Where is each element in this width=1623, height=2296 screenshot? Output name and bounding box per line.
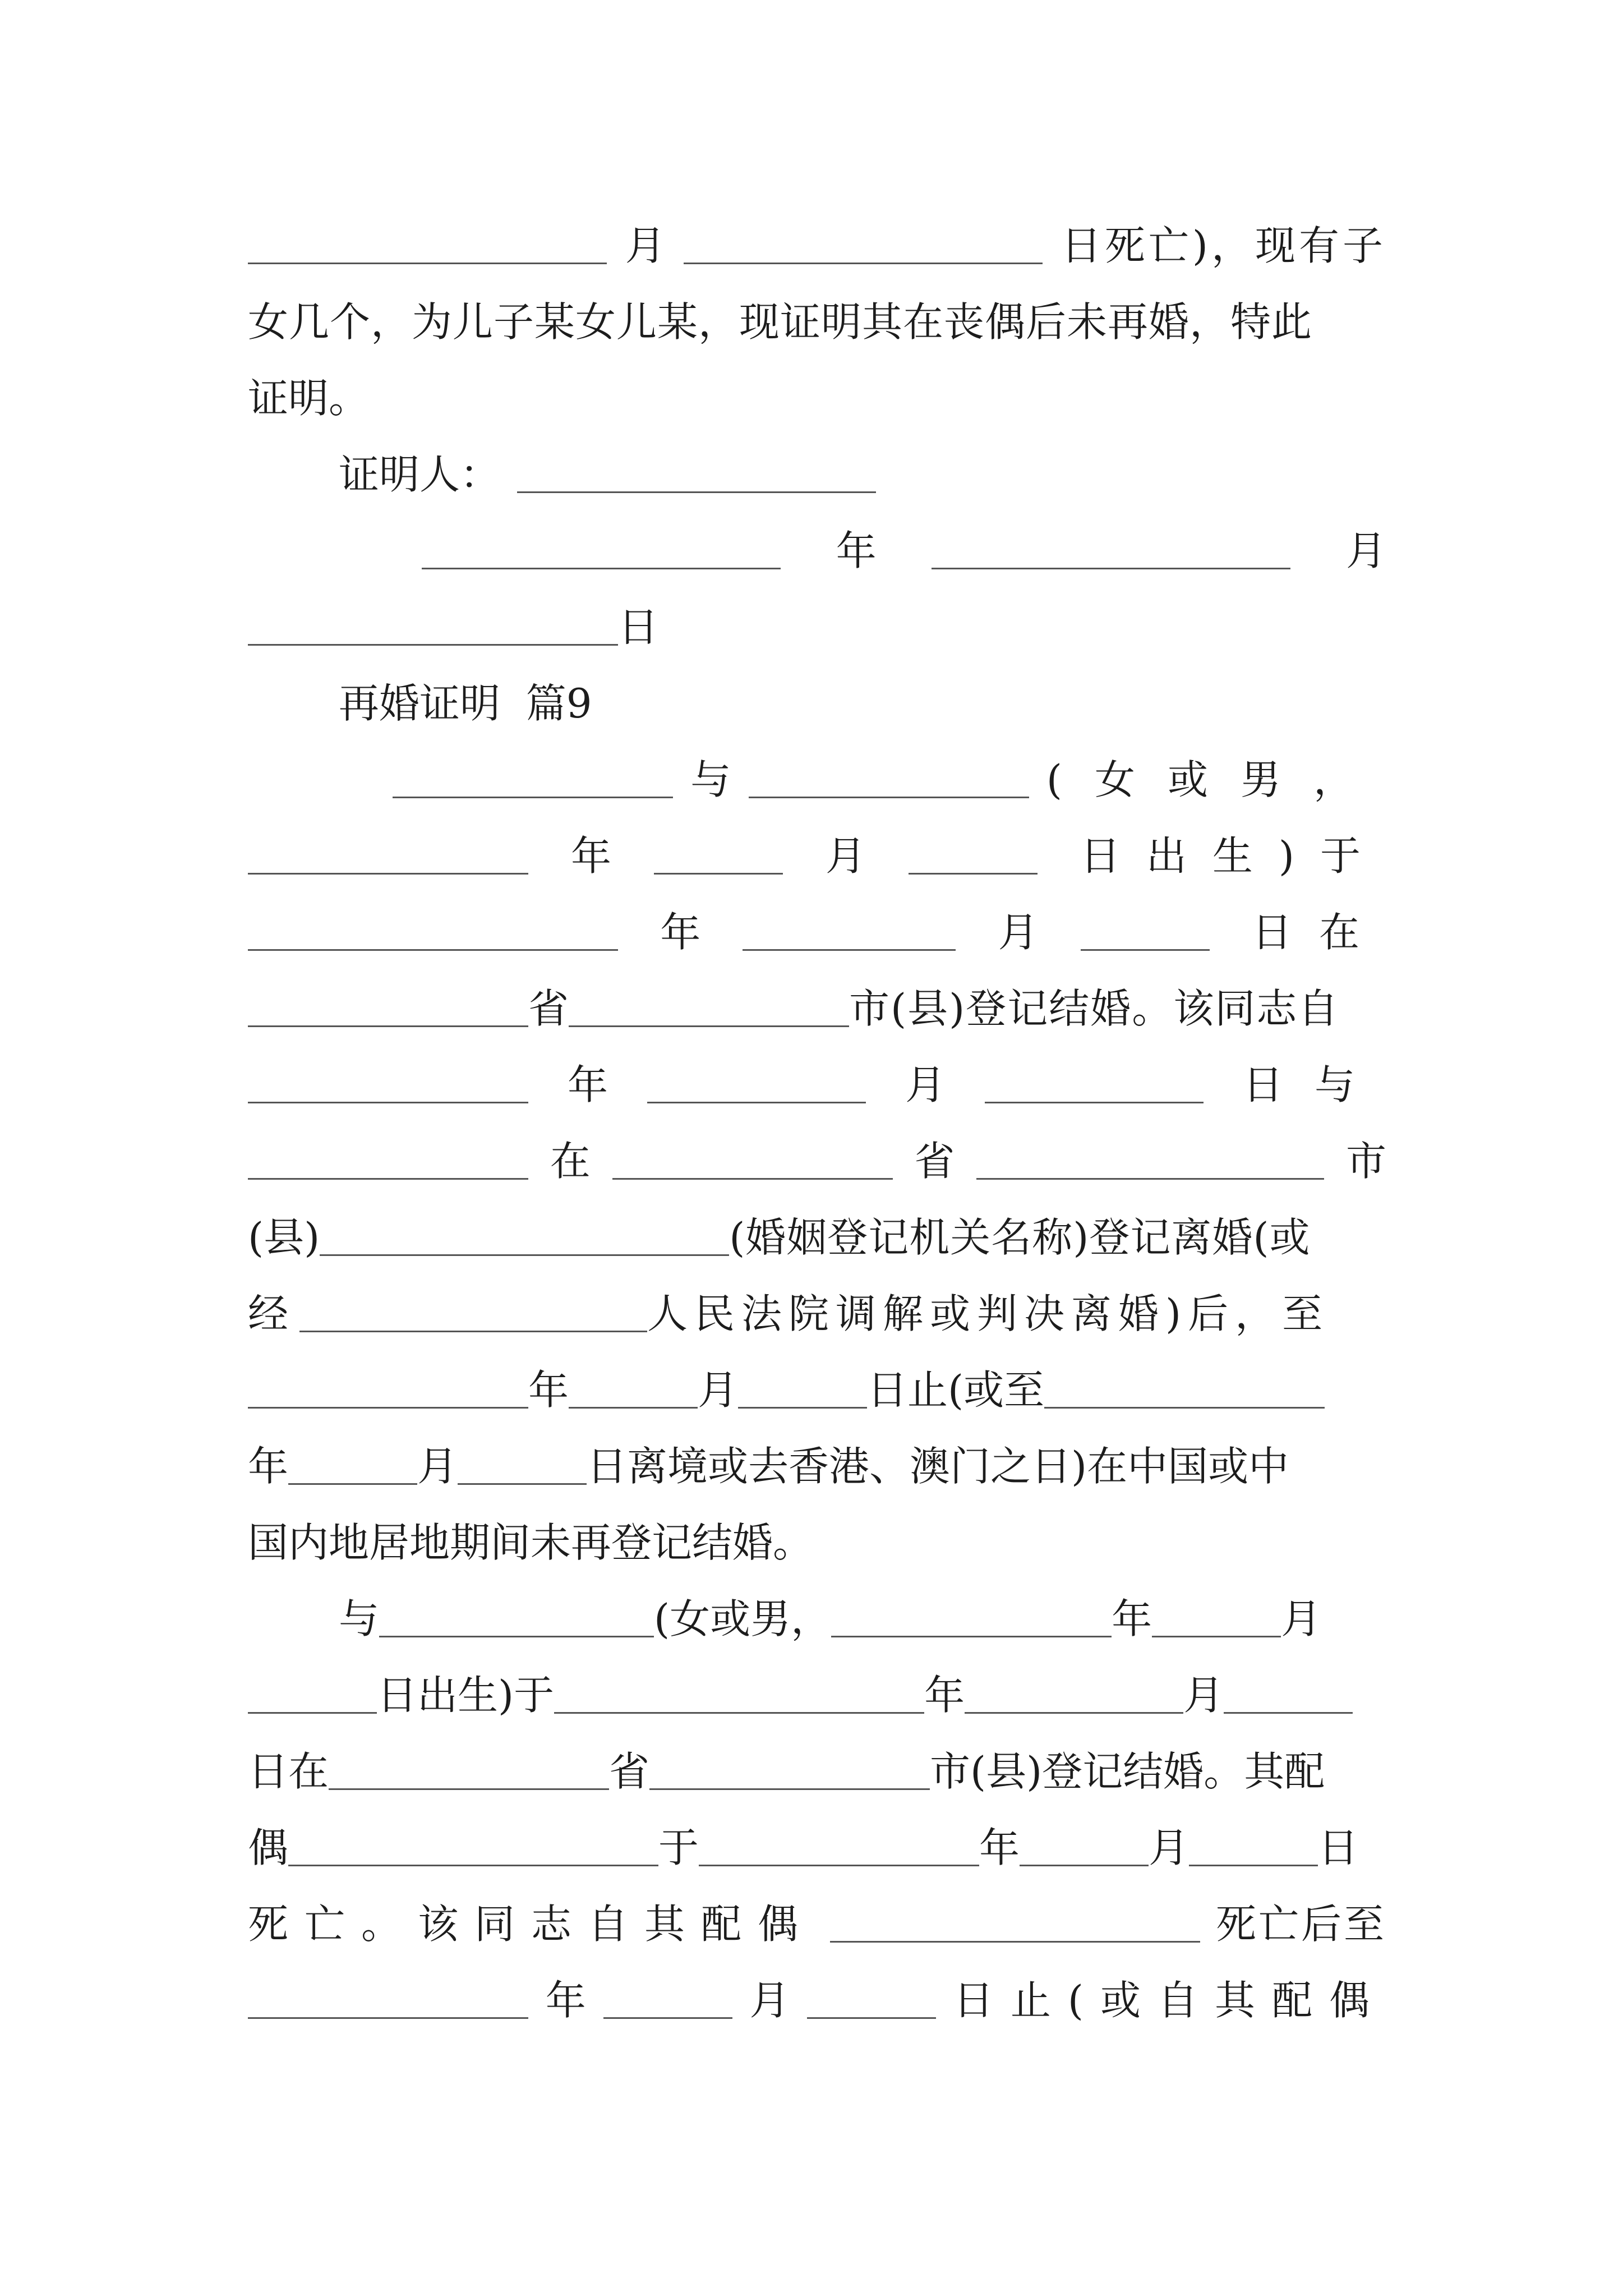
- blank: [749, 762, 1029, 798]
- blank: [738, 1372, 867, 1409]
- text-line-24: [248, 1962, 1386, 2039]
- blank: [248, 1372, 528, 1409]
- blank: [320, 1220, 729, 1256]
- blank: [654, 838, 783, 875]
- text-run: 月: [905, 1061, 946, 1108]
- text-line-13: [248, 1123, 1386, 1199]
- text-line-19: [339, 1581, 1386, 1657]
- text-line-5: [422, 513, 1386, 589]
- text-line-2: [248, 284, 1386, 360]
- blank: [288, 1448, 417, 1485]
- blank: [909, 838, 1038, 875]
- text-run: 国内地居地期间未再登记结婚。: [248, 1519, 814, 1566]
- text-line-6: [248, 589, 1386, 665]
- text-run: 日在: [248, 1748, 329, 1795]
- text-line-11: [248, 970, 1386, 1047]
- heading-text: 再婚证明 篇9: [339, 680, 592, 727]
- blank: [248, 1677, 377, 1714]
- text-run: 日: [1318, 1824, 1359, 1871]
- text-line-14: [248, 1199, 1386, 1276]
- text-run: 经: [248, 1290, 289, 1337]
- text-run: 月: [625, 222, 666, 269]
- blank: [831, 1601, 1112, 1637]
- text-run: 死亡。该同志自其配偶: [248, 1901, 815, 1948]
- text-run: 女几个，为儿子某女儿某，现证明其在丧偶后未再婚，特此: [248, 298, 1313, 346]
- text-run: 月: [698, 1366, 739, 1414]
- text-line-22: [248, 1810, 1386, 1886]
- blank: [699, 1830, 979, 1866]
- blank: [976, 1143, 1324, 1180]
- text-run: 日出生)于: [1080, 832, 1386, 880]
- text-run: 年: [924, 1672, 965, 1719]
- text-line-1: [248, 208, 1386, 284]
- text-run: 日死亡)，现有子: [1061, 222, 1386, 269]
- text-run: 与: [339, 1595, 380, 1642]
- blank: [1081, 914, 1210, 951]
- blank: [1020, 1830, 1149, 1866]
- section-heading: [339, 665, 1386, 742]
- blank: [965, 1677, 1183, 1714]
- text-run: (女或男，: [1046, 756, 1386, 803]
- blank: [422, 533, 781, 569]
- blank: [329, 1754, 609, 1790]
- blank: [288, 1830, 658, 1866]
- blank: [1152, 1601, 1281, 1637]
- text-line-9: [248, 818, 1386, 894]
- text-run: 年: [248, 1443, 289, 1490]
- blank: [248, 228, 607, 264]
- blank: [647, 1067, 866, 1103]
- text-line-17: [248, 1428, 1386, 1504]
- blank: [932, 533, 1290, 569]
- blank: [569, 1372, 698, 1409]
- blank: [554, 1677, 924, 1714]
- blank: [649, 1754, 930, 1790]
- blank: [1224, 1677, 1353, 1714]
- text-run: 日: [618, 604, 659, 651]
- blank: [569, 991, 849, 1027]
- text-run: 省: [609, 1748, 650, 1795]
- text-run: 在: [550, 1138, 591, 1185]
- text-run: 年: [660, 909, 701, 956]
- text-run: 月: [1345, 527, 1386, 574]
- text-run: 日离境或去香港、澳门之日)在中国或中: [587, 1443, 1289, 1490]
- text-run: 死亡后至: [1215, 1901, 1386, 1948]
- text-run: 日止(或至: [867, 1366, 1045, 1414]
- blank: [248, 914, 618, 951]
- text-run: (县): [248, 1214, 320, 1261]
- text-run: 年: [1112, 1595, 1152, 1642]
- text-line-18: [248, 1504, 1386, 1581]
- text-run: 市(县)登记结婚。该同志自: [849, 985, 1340, 1032]
- text-run: 月: [998, 909, 1039, 956]
- blank: [299, 1296, 647, 1332]
- text-run: 日与: [1242, 1061, 1386, 1108]
- text-line-12: [248, 1047, 1386, 1123]
- blank: [248, 1143, 528, 1180]
- text-run: 年: [545, 1977, 586, 2024]
- text-run: 月: [1149, 1824, 1189, 1871]
- text-run: 年: [979, 1824, 1020, 1871]
- text-line-21: [248, 1733, 1386, 1810]
- blank: [830, 1906, 1200, 1943]
- text-run: 月: [1281, 1595, 1322, 1642]
- blank: [603, 1982, 732, 2019]
- blank: [458, 1448, 587, 1485]
- text-run: 证明人：: [339, 451, 501, 498]
- blank: [1044, 1372, 1325, 1409]
- text-run: (婚姻登记机关名称)登记离婚(或: [729, 1214, 1311, 1261]
- text-run: 省: [528, 985, 569, 1032]
- blank: [248, 1982, 528, 2019]
- blank: [1189, 1830, 1318, 1866]
- text-run: 月: [749, 1977, 790, 2024]
- text-line-3: [248, 360, 1386, 436]
- blank: [517, 457, 876, 493]
- blank: [393, 762, 673, 798]
- text-line-20: [248, 1657, 1386, 1733]
- text-run: 日在: [1251, 909, 1386, 956]
- blank: [248, 991, 528, 1027]
- text-run: 与: [690, 756, 731, 803]
- text-run: 市: [1345, 1138, 1386, 1185]
- text-line-15: [248, 1276, 1386, 1352]
- text-line-23: [248, 1886, 1386, 1962]
- text-line-8: [393, 742, 1386, 818]
- text-run: 年: [570, 832, 611, 880]
- text-run: 月: [825, 832, 866, 880]
- blank: [379, 1601, 654, 1637]
- text-run: 省: [914, 1138, 955, 1185]
- text-run: 偶: [248, 1824, 289, 1871]
- blank: [248, 1067, 528, 1103]
- blank: [807, 1982, 936, 2019]
- text-run: 人民法院调解或判决离婚)后，至: [647, 1290, 1330, 1337]
- text-run: 月: [1183, 1672, 1224, 1719]
- text-run: 月: [417, 1443, 458, 1490]
- text-line-10: [248, 894, 1386, 970]
- blank: [248, 838, 528, 875]
- text-run: 于: [658, 1824, 699, 1871]
- text-run: 市(县)登记结婚。其配: [930, 1748, 1325, 1795]
- text-run: 日出生)于: [377, 1672, 555, 1719]
- text-run: 年: [567, 1061, 608, 1108]
- blank: [985, 1067, 1204, 1103]
- text-run: 证明。: [248, 375, 370, 422]
- blank: [684, 228, 1043, 264]
- text-run: (女或男，: [654, 1595, 832, 1642]
- text-run: 年: [528, 1366, 569, 1414]
- text-run: 年: [836, 527, 877, 574]
- blank: [612, 1143, 893, 1180]
- blank: [248, 609, 618, 646]
- text-line-4: [339, 436, 1386, 513]
- blank: [743, 914, 956, 951]
- text-line-16: [248, 1352, 1386, 1428]
- text-run: 日止(或自其配偶: [953, 1977, 1386, 2024]
